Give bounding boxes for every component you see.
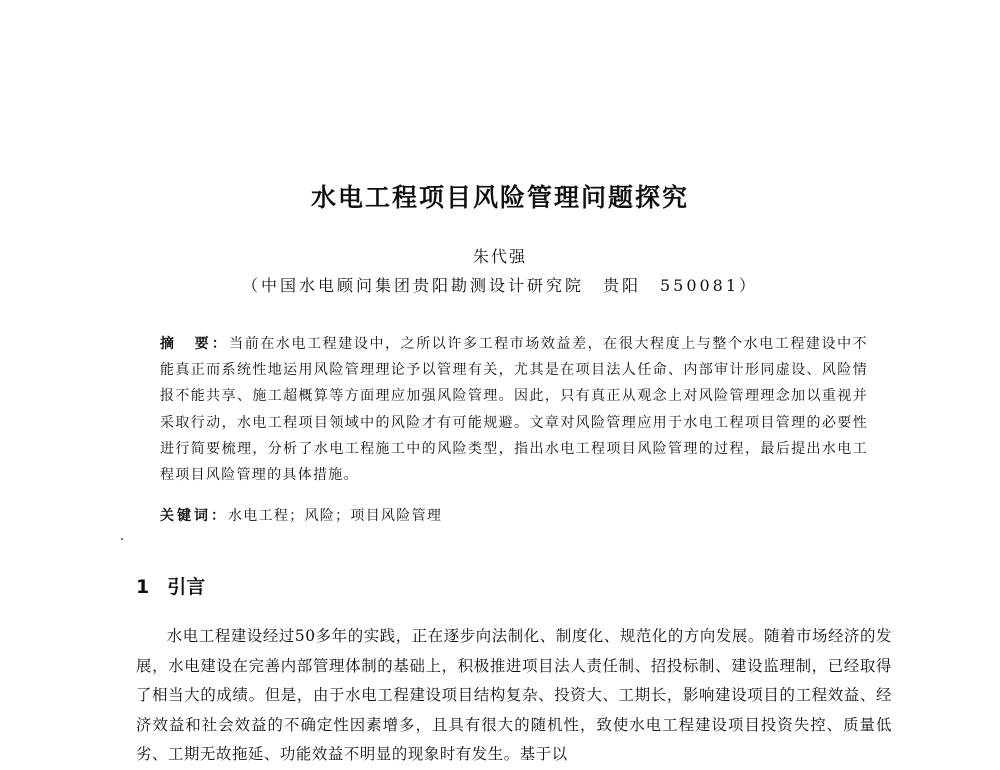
paper-title: 水电工程项目风险管理问题探究 (310, 183, 689, 212)
body-paragraph: 水电工程建设经过50多年的实践，正在逐步向法制化、制度化、规范化的方向发展。随着市场经济的发展，水电建设在完善内部管理体制的基础上，积极推进项目法人责任制、招投标制、建设监理制，已经取得了相当大的成绩。但是，由于水电工程建设项目结构复杂、投资大、工期长，影响建设项目的工程效益、经济效益和社会效益的不确定性因素增多，且具有很大的随机性，致使水电工程建设项目投资失控、质量低劣、工期无故拖延、功能效益不明显的现象时有发生。基于以 (136, 627, 892, 763)
section-body (136, 622, 892, 770)
author-affiliation: （中国水电顾问集团贵阳勘测设计研究院 贵阳 550081） (241, 276, 759, 295)
keywords-block (160, 505, 868, 525)
keywords-text: 水电工程；风险；项目风险管理 (228, 508, 443, 524)
abstract-text: 当前在水电工程建设中，之所以许多工程市场效益差，在很大程度上与整个水电工程建设中不能真正而系统性地运用风险管理理论予以管理有关，尤其是在项目法人任命、内部审计形同虚设、风险情报不能共享、施工超概算等方面理应加强风险管理。因此，只有真正从观念上对风险管理理念加以重视并采取行动，水电工程项目领域中的风险才有可能规避。文章对风险管理应用于水电工程项目管理的必要性进行简要梳理，分析了水电工程施工中的风险类型，指出水电工程项目风险管理的过程，最后提出水电工程项目风险管理的具体措施。 (160, 336, 868, 484)
section-heading (136, 572, 205, 599)
abstract-block (160, 331, 868, 488)
author-name: 朱代强 (472, 247, 527, 266)
abstract-label: 摘 要： (160, 336, 230, 352)
keywords-label: 关键词： (160, 508, 228, 524)
section-number: 1 (136, 576, 150, 598)
scan-dot (121, 538, 123, 540)
section-title: 引言 (167, 576, 206, 598)
